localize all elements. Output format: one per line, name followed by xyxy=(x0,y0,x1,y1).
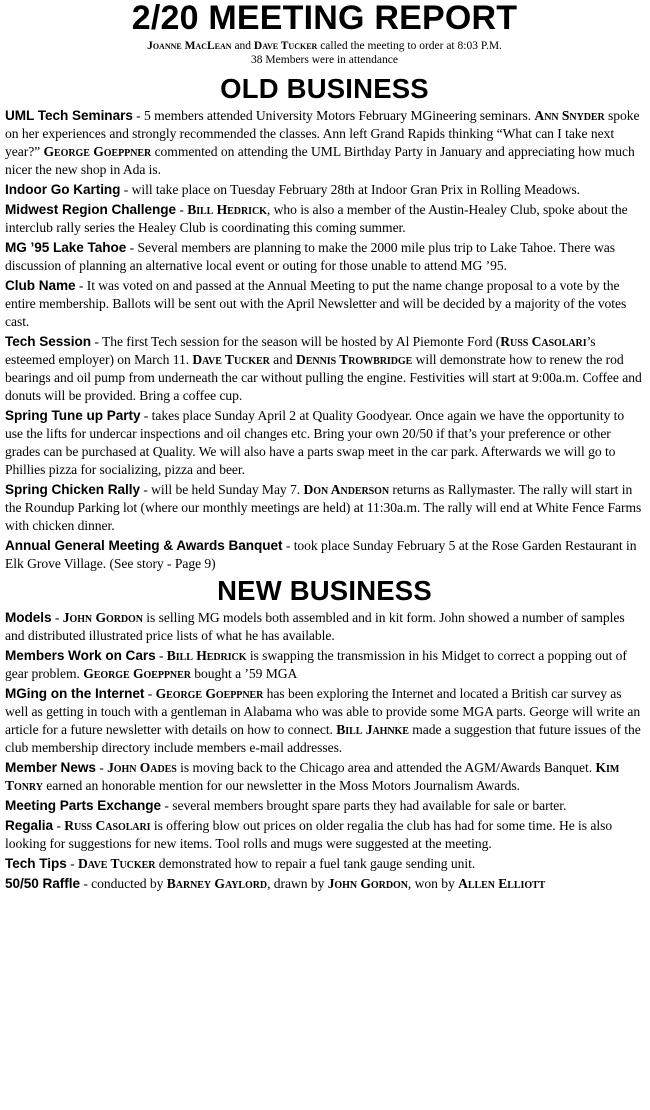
member-name: Ann Snyder xyxy=(534,108,605,123)
report-item xyxy=(5,201,644,237)
member-name: Dave Tucker xyxy=(192,352,270,367)
attendance-line: 38 Members were in attendance xyxy=(251,54,398,66)
new-business-heading: NEW BUSINESS xyxy=(217,575,432,606)
item-topic: Members Work on Cars xyxy=(5,648,156,663)
member-name: Kim Tonry xyxy=(5,760,620,793)
item-text: - xyxy=(51,610,63,625)
item-text: bought a ’59 MGA xyxy=(190,666,298,681)
item-topic: Member News xyxy=(5,760,96,775)
item-text: is swapping the transmission in his Midget to correct a popping out of gear problem. xyxy=(5,648,627,681)
member-name: George Goeppner xyxy=(43,144,152,159)
item-text: - takes place Sunday April 2 at Quality Goodyear. Once again we have the opportunity to use the lifts for undercar inspections and oil changes etc. Bring your own 20/50 if that’s your preference or other grades can be purchased at Quality. We will also have a parts swap meet in the car park. Afterwards we will go to Phillies pizza for socializing, pizza and beer. xyxy=(5,408,625,477)
report-item xyxy=(5,277,644,331)
item-text: - several members brought spare parts they had available for sale or barter. xyxy=(161,798,567,813)
report-item xyxy=(5,647,644,683)
member-name: Bill Jahnke xyxy=(336,722,409,737)
call-to-order-line xyxy=(5,39,644,53)
item-text: made a suggestion that future issues of the club membership directory include members e-mail addresses. xyxy=(5,722,641,755)
call-to-order-text: called the meeting to order at 8:03 P.M. xyxy=(317,40,502,52)
item-topic: Club Name xyxy=(5,278,76,293)
item-text: , who is also a member of the Austin-Healey Club, spoke about the interclub rally series the Healey Club is coordinating this coming summer. xyxy=(5,202,628,235)
item-topic: Tech Tips xyxy=(5,856,67,871)
item-text: - xyxy=(66,856,78,871)
item-text: earned an honorable mention for our newsletter in the Moss Motors Journalism Awards. xyxy=(42,778,520,793)
member-name: Dennis Trowbridge xyxy=(296,352,413,367)
report-item xyxy=(5,875,644,893)
item-text: is selling MG models both assembled and in kit form. John showed a number of samples and distributed illustrated price lists of what he has available. xyxy=(5,610,625,643)
item-text: , won by xyxy=(407,876,459,891)
old-business-heading: OLD BUSINESS xyxy=(220,73,429,104)
item-text: - It was voted on and passed at the Annual Meeting to put the name change proposal to a vote by the entire membership. Ballots will be sent out with the April Newsletter and will be decided by a majority of the votes cast. xyxy=(5,278,627,329)
item-text: - xyxy=(95,760,108,775)
member-name: Dave Tucker xyxy=(77,856,156,871)
member-name: Bill Hedrick xyxy=(166,648,247,663)
member-name: Russ Casolari xyxy=(500,334,587,349)
item-text: - will take place on Tuesday February 28th at Indoor Gran Prix in Rolling Meadows. xyxy=(120,182,580,197)
item-text: commented on attending the UML Birthday Party in January and appreciating how much nicer the new shop in Ada is. xyxy=(5,144,635,177)
item-topic: Tech Session xyxy=(5,334,92,349)
caller-name: Dave Tucker xyxy=(253,40,318,52)
item-text: - conducted by xyxy=(79,876,167,891)
item-topic: Spring Tune up Party xyxy=(5,408,141,423)
item-topic: Indoor Go Karting xyxy=(5,182,121,197)
member-name: Don Anderson xyxy=(303,482,390,497)
item-text: - The first Tech session for the season will be hosted by Al Piemonte Ford ( xyxy=(91,334,501,349)
item-text: is moving back to the Chicago area and attended the AGM/Awards Banquet. xyxy=(176,760,596,775)
item-text: - xyxy=(53,818,65,833)
member-name: George Goeppner xyxy=(155,686,264,701)
item-text: ’s esteemed employer) on March 11. xyxy=(5,334,596,367)
item-text: will demonstrate how to renew the rod bearings and oil pump from underneath the car without pulling the engine. Festivities will start at 9:00a.m. Coffee and donuts will be provided. Bring a coffee cup. xyxy=(5,352,642,403)
item-text: has been exploring the Internet and located a British car survey as well as getting in touch with a gentleman in Alabama who was able to provide some MGA parts. George will write an article for a future newsletter with details on how to connect. xyxy=(5,686,641,737)
item-topic: Models xyxy=(5,610,52,625)
item-topic: Spring Chicken Rally xyxy=(5,482,140,497)
item-text: - 5 members attended University Motors February MGineering seminars. xyxy=(132,108,535,123)
member-name: Russ Casolari xyxy=(64,818,151,833)
item-text: returns as Rallymaster. The rally will start in the Roundup Parking lot (where our monthly meetings are held) at 11:30a.m. The rally will end at White Fence Farms with chicken dinner. xyxy=(5,482,642,533)
item-topic: Midwest Region Challenge xyxy=(5,202,177,217)
new-business-list xyxy=(5,609,644,893)
item-topic: MG ’95 Lake Tahoe xyxy=(5,240,127,255)
item-text: - xyxy=(155,648,167,663)
report-item xyxy=(5,817,644,853)
member-name: Bill Hedrick xyxy=(187,202,267,217)
member-name: John Gordon xyxy=(327,876,408,891)
report-item xyxy=(5,181,644,199)
report-item xyxy=(5,107,644,179)
item-text: - took place Sunday February 5 at the Rose Garden Restaurant in Elk Grove Village. (See story - Page 9) xyxy=(5,538,637,571)
item-text: and xyxy=(269,352,297,367)
report-item xyxy=(5,481,644,535)
item-text: - xyxy=(176,202,188,217)
conjunction: and xyxy=(231,40,254,52)
report-item xyxy=(5,797,644,815)
member-name: John Oades xyxy=(107,760,177,775)
item-text: demonstrated how to repair a fuel tank gauge sending unit. xyxy=(155,856,476,871)
item-topic: Regalia xyxy=(5,818,54,833)
item-text: - xyxy=(144,686,156,701)
report-item xyxy=(5,609,644,645)
item-topic: MGing on the Internet xyxy=(5,686,145,701)
member-name: John Gordon xyxy=(62,610,143,625)
report-item xyxy=(5,407,644,479)
item-topic: UML Tech Seminars xyxy=(5,108,133,123)
item-text: , drawn by xyxy=(267,876,328,891)
item-topic: Meeting Parts Exchange xyxy=(5,798,162,813)
item-topic: 50/50 Raffle xyxy=(5,876,80,891)
member-name: Allen Elliott xyxy=(458,876,546,891)
old-business-list xyxy=(5,107,644,573)
item-topic: Annual General Meeting & Awards Banquet xyxy=(5,538,283,553)
member-name: Barney Gaylord xyxy=(166,876,268,891)
item-text: spoke on her experiences and strongly recommended the classes. Ann left Grand Rapids thinking “What can I take next year?” xyxy=(5,108,640,159)
report-item xyxy=(5,759,644,795)
item-text: - will be held Sunday May 7. xyxy=(139,482,304,497)
report-item xyxy=(5,537,644,573)
report-item xyxy=(5,333,644,405)
item-text: is offering blow out prices on older regalia the club has had for some time. He is also looking for suggestions for new items. Tool rolls and mugs were suggested at the meeting. xyxy=(5,818,613,851)
page-title: 2/20 MEETING REPORT xyxy=(131,0,518,37)
meeting-intro xyxy=(5,39,644,67)
report-item xyxy=(5,855,644,873)
caller-name: Joanne MacLean xyxy=(147,40,232,52)
item-text: - Several members are planning to make the 2000 mile plus trip to Lake Tahoe. There was discussion of planning an alternative local event or outing for those unable to attend MG ’95. xyxy=(5,240,615,273)
report-item xyxy=(5,239,644,275)
member-name: George Goeppner xyxy=(83,666,191,681)
report-item xyxy=(5,685,644,757)
